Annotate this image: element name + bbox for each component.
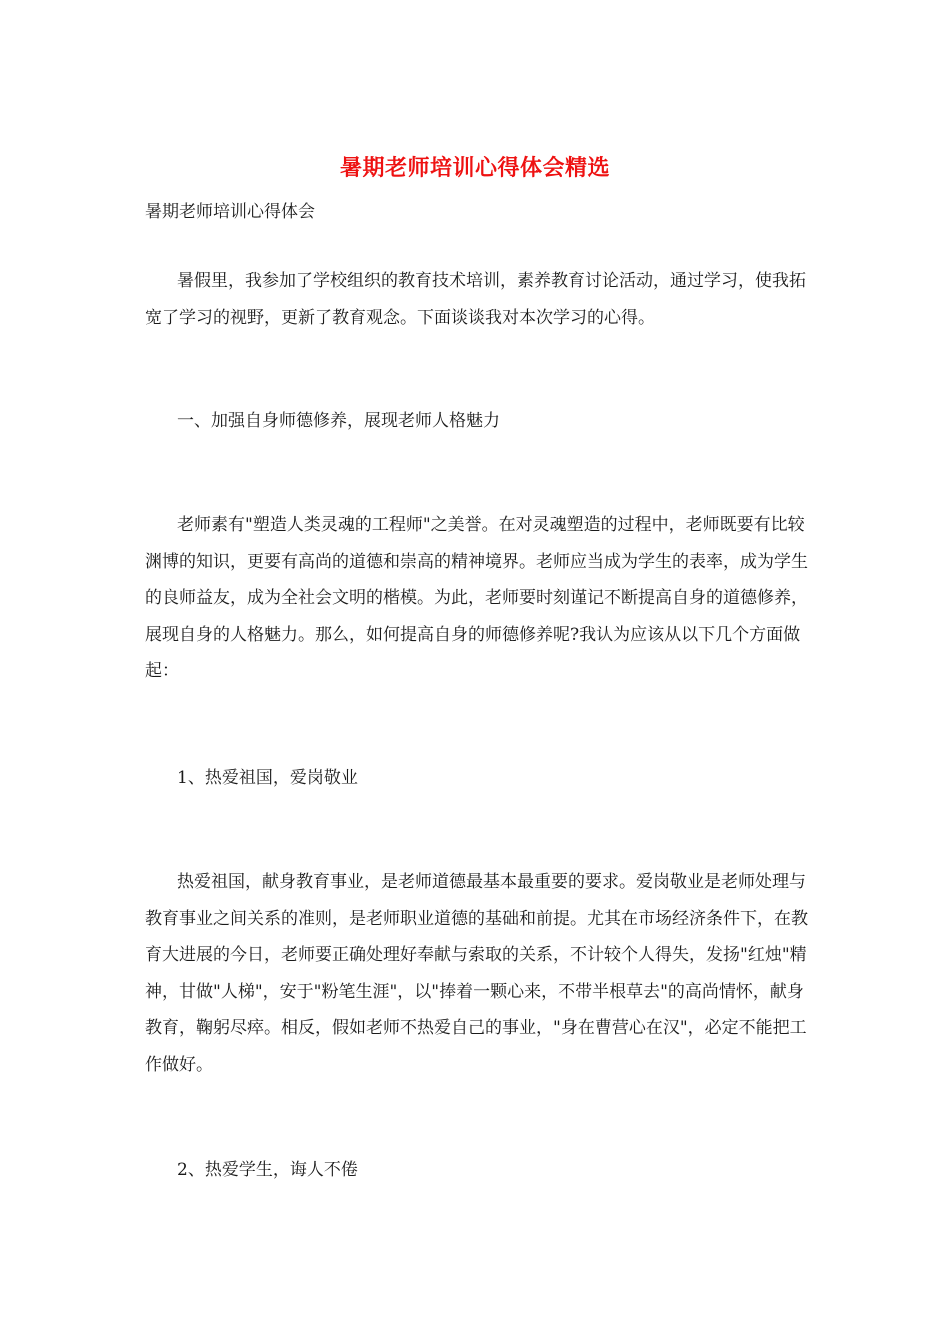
subsection-heading-2: 2、热爱学生，诲人不倦 <box>177 1160 358 1180</box>
subsection-1-paragraph: 热爱祖国，献身教育事业，是老师道德最基本最重要的要求。爱岗敬业是老师处理与教育事业之间关系的准则，是老师职业道德的基础和前提。尤其在市场经济条件下，在教育大进展的今日，老师要正确处理好奉献与索取的关系，不计较个人得失，发扬"红烛"精神，甘做"人梯"，安于"粉笔生涯"，以"捧着一颗心来，不带半根草去"的高尚情怀，献身教育，鞠躬尽瘁。相反，假如老师不热爱自己的事业，"身在曹营心在汉"，必定不能把工作做好。 <box>145 872 808 1075</box>
document-subtitle: 暑期老师培训心得体会 <box>145 202 315 222</box>
section-1-paragraph: 老师素有"塑造人类灵魂的工程师"之美誉。在对灵魂塑造的过程中，老师既要有比较渊博的知识，更要有高尚的道德和崇高的精神境界。老师应当成为学生的表率，成为学生的良师益友，成为全社会文明的楷模。为此，老师要时刻谨记不断提高自身的道德修养，展现自身的人格魅力。那么，如何提高自身的师德修养呢?我认为应该从以下几个方面做起： <box>145 515 808 681</box>
intro-paragraph: 暑假里，我参加了学校组织的教育技术培训，素养教育讨论活动，通过学习，使我拓宽了学习的视野，更新了教育观念。下面谈谈我对本次学习的心得。 <box>145 271 806 328</box>
document-title: 暑期老师培训心得体会精选 <box>339 155 610 181</box>
subsection-heading-1: 1、热爱祖国，爱岗敬业 <box>177 768 358 788</box>
section-heading-1: 一、加强自身师德修养，展现老师人格魅力 <box>177 411 500 431</box>
